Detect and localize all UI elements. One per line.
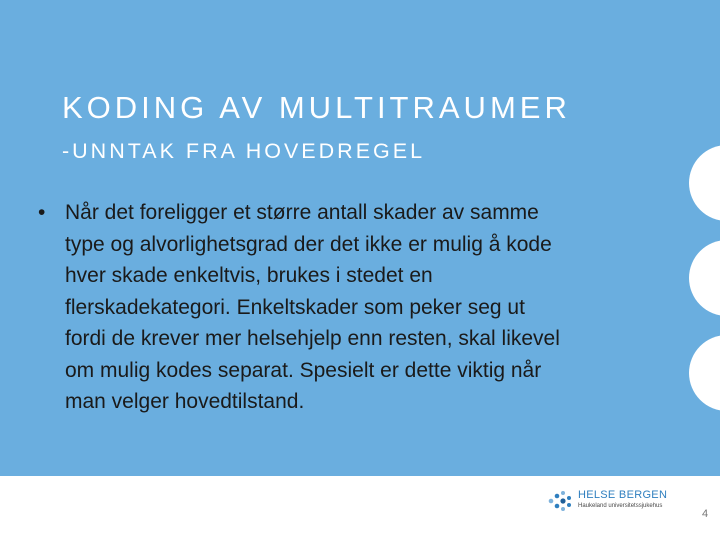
logo-subtitle: Haukeland universitetssjukehus [578,503,663,509]
bullet-item [38,197,688,418]
helse-bergen-logo [548,488,698,516]
bullet-line: type og alvorlighetsgrad der det ikke er mulig å kode [65,232,552,256]
page-number: 4 [702,508,709,520]
logo-title: HELSE BERGEN [578,489,668,501]
bullet-list [38,197,688,418]
bullet-line: fordi de krever mer helsehjelp enn resten, skal likevel [65,327,560,350]
bullet-line: man velger hovedtilstand. [65,390,305,413]
decorative-circle [689,145,720,221]
slide-title: KODING AV MULTITRAUMER [62,90,571,125]
decorative-circle [689,240,720,316]
slide-subtitle: -UNNTAK FRA HOVEDREGEL [62,139,426,163]
logo-dots-icon [548,490,574,512]
bullet-line: Når det foreligger et større antall skader av samme [65,201,539,224]
bullet-line: hver skade enkeltvis, brukes i stedet en [65,264,433,287]
decorative-circle [689,335,720,411]
bullet-line: flerskadekategori. Enkeltskader som peker seg ut [65,295,525,319]
bullet-icon: • [38,201,46,224]
bullet-line: om mulig kodes separat. Spesielt er dette viktig når [65,358,542,382]
